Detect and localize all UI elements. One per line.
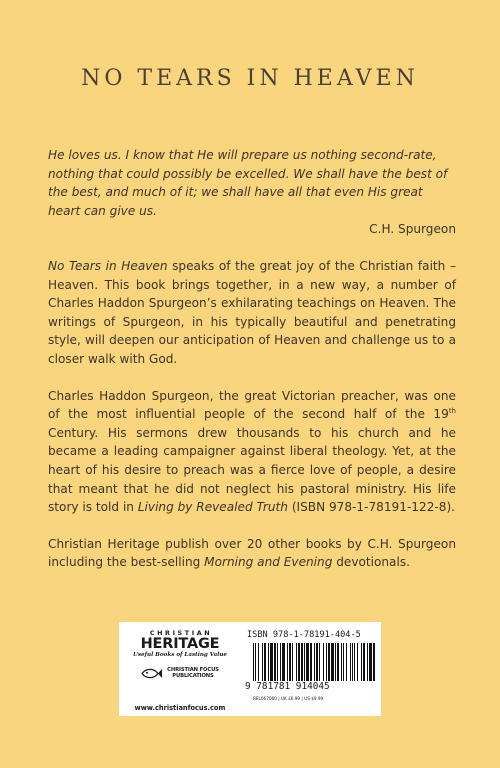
- barcode-bar: [328, 643, 330, 681]
- barcode-bar: [352, 643, 353, 681]
- publisher-text-a: Christian Heritage publish over 20 other books by C.H. Spurgeon including the best-selling: [48, 536, 456, 570]
- barcode-bar: [268, 643, 269, 681]
- barcode-bar: [341, 643, 342, 681]
- barcode-bar: [346, 643, 347, 681]
- imprint-tagline: Useful Books of Lasting Value: [133, 652, 227, 658]
- author-paragraph: [48, 387, 456, 517]
- publisher-paragraph: [48, 535, 456, 572]
- barcode-bar: [253, 643, 254, 681]
- barcode-bar: [331, 643, 334, 681]
- barcode-label: [119, 622, 381, 716]
- barcode-bar: [258, 643, 259, 681]
- barcode-bar: [367, 643, 368, 681]
- devotional-title: Morning and Evening: [204, 555, 333, 570]
- barcode-bar: [280, 643, 281, 681]
- barcode-bar: [354, 643, 355, 681]
- barcode-bar: [373, 643, 375, 681]
- barcode-bar: [289, 643, 291, 681]
- barcode-bar: [361, 643, 362, 681]
- publisher-text-b: devotionals.: [332, 555, 410, 570]
- barcode-bar: [262, 643, 263, 681]
- author-text-a: Charles Haddon Spurgeon, the great Victorian preacher, was one of the most influential people of the second half of the 19: [48, 388, 456, 422]
- barcode-bar: [314, 643, 315, 681]
- barcode-bar: [326, 643, 327, 681]
- barcode: [253, 643, 375, 681]
- barcode-bar: [343, 643, 344, 681]
- barcode-bar: [306, 643, 309, 681]
- epigraph-attribution: C.H. Spurgeon: [369, 222, 456, 237]
- century-superscript: th: [448, 407, 456, 416]
- author-text-b: Century. His sermons drew thousands to his church and he became a leading campaigner against liberal theology. Yet, at the heart of his desire to preach was a fierce love of people, a desire that meant that he did not neglect his pastoral ministry. His life story is told in: [48, 425, 456, 515]
- epigraph-quote: He loves us. I know that He will prepare us nothing second-rate, nothing that could possibly be excelled. We shall have the best of the best, and much of it; we shall have all that even His great heart can give us.: [48, 148, 448, 218]
- barcode-bar: [363, 643, 365, 681]
- barcode-bar: [274, 643, 276, 681]
- partner-name: [167, 667, 219, 680]
- barcode-bar: [277, 643, 278, 681]
- book-title: NO TEARS IN HEAVEN: [81, 66, 419, 91]
- barcode-bar: [310, 643, 312, 681]
- barcode-bar: [270, 643, 273, 681]
- blurb: [48, 146, 456, 590]
- author-text-c: (ISBN 978-1-78191-122-8).: [287, 500, 456, 515]
- description-paragraph: [48, 257, 456, 369]
- partner-name-line1: CHRISTIAN FOCUS: [167, 666, 219, 673]
- biography-title: Living by Revealed Truth: [137, 500, 288, 515]
- barcode-bar: [287, 643, 288, 681]
- barcode-bar: [264, 643, 266, 681]
- isbn-text: ISBN 978-1-78191-404-5: [247, 630, 361, 640]
- description-text: speaks of the great joy of the Christian faith – Heaven. This book brings together, in a new way, a number of Charles Haddon Spurgeon’s exhilarating teachings on Heaven. The writings of Spurgeon, in his typically beautiful and penetrating style, will deepen our anticipation of Heaven and challenge us to a closer walk with God.: [48, 258, 456, 366]
- barcode-bar: [350, 643, 351, 681]
- publisher-logo: [127, 629, 233, 682]
- barcode-bar: [369, 643, 372, 681]
- barcode-bar: [335, 643, 336, 681]
- barcode-bar: [301, 643, 303, 681]
- price-line: REL067060 | UK £6.99 | US $9.99: [253, 696, 324, 701]
- publisher-website: www.christianfocus.com: [134, 704, 226, 712]
- barcode-bar: [296, 643, 297, 681]
- imprint-main-text: HERITAGE: [140, 636, 220, 652]
- description-book-title: No Tears in Heaven: [48, 258, 168, 273]
- imprint-top-text: CHRISTIAN: [149, 629, 213, 637]
- barcode-bar: [337, 643, 339, 681]
- barcode-bar: [282, 643, 285, 681]
- partner-name-line2: PUBLICATIONS: [172, 673, 214, 679]
- partner-logo: [127, 664, 233, 682]
- barcode-bar: [304, 643, 305, 681]
- fish-icon: [141, 667, 163, 680]
- barcode-bar: [316, 643, 318, 681]
- barcode-bar: [323, 643, 324, 681]
- barcode-digits: 9 781781 914045: [245, 681, 330, 692]
- barcode-bar: [319, 643, 320, 681]
- barcode-bar: [298, 643, 300, 681]
- barcode-bar: [357, 643, 358, 681]
- barcode-bar: [255, 643, 256, 681]
- barcode-bar: [292, 643, 293, 681]
